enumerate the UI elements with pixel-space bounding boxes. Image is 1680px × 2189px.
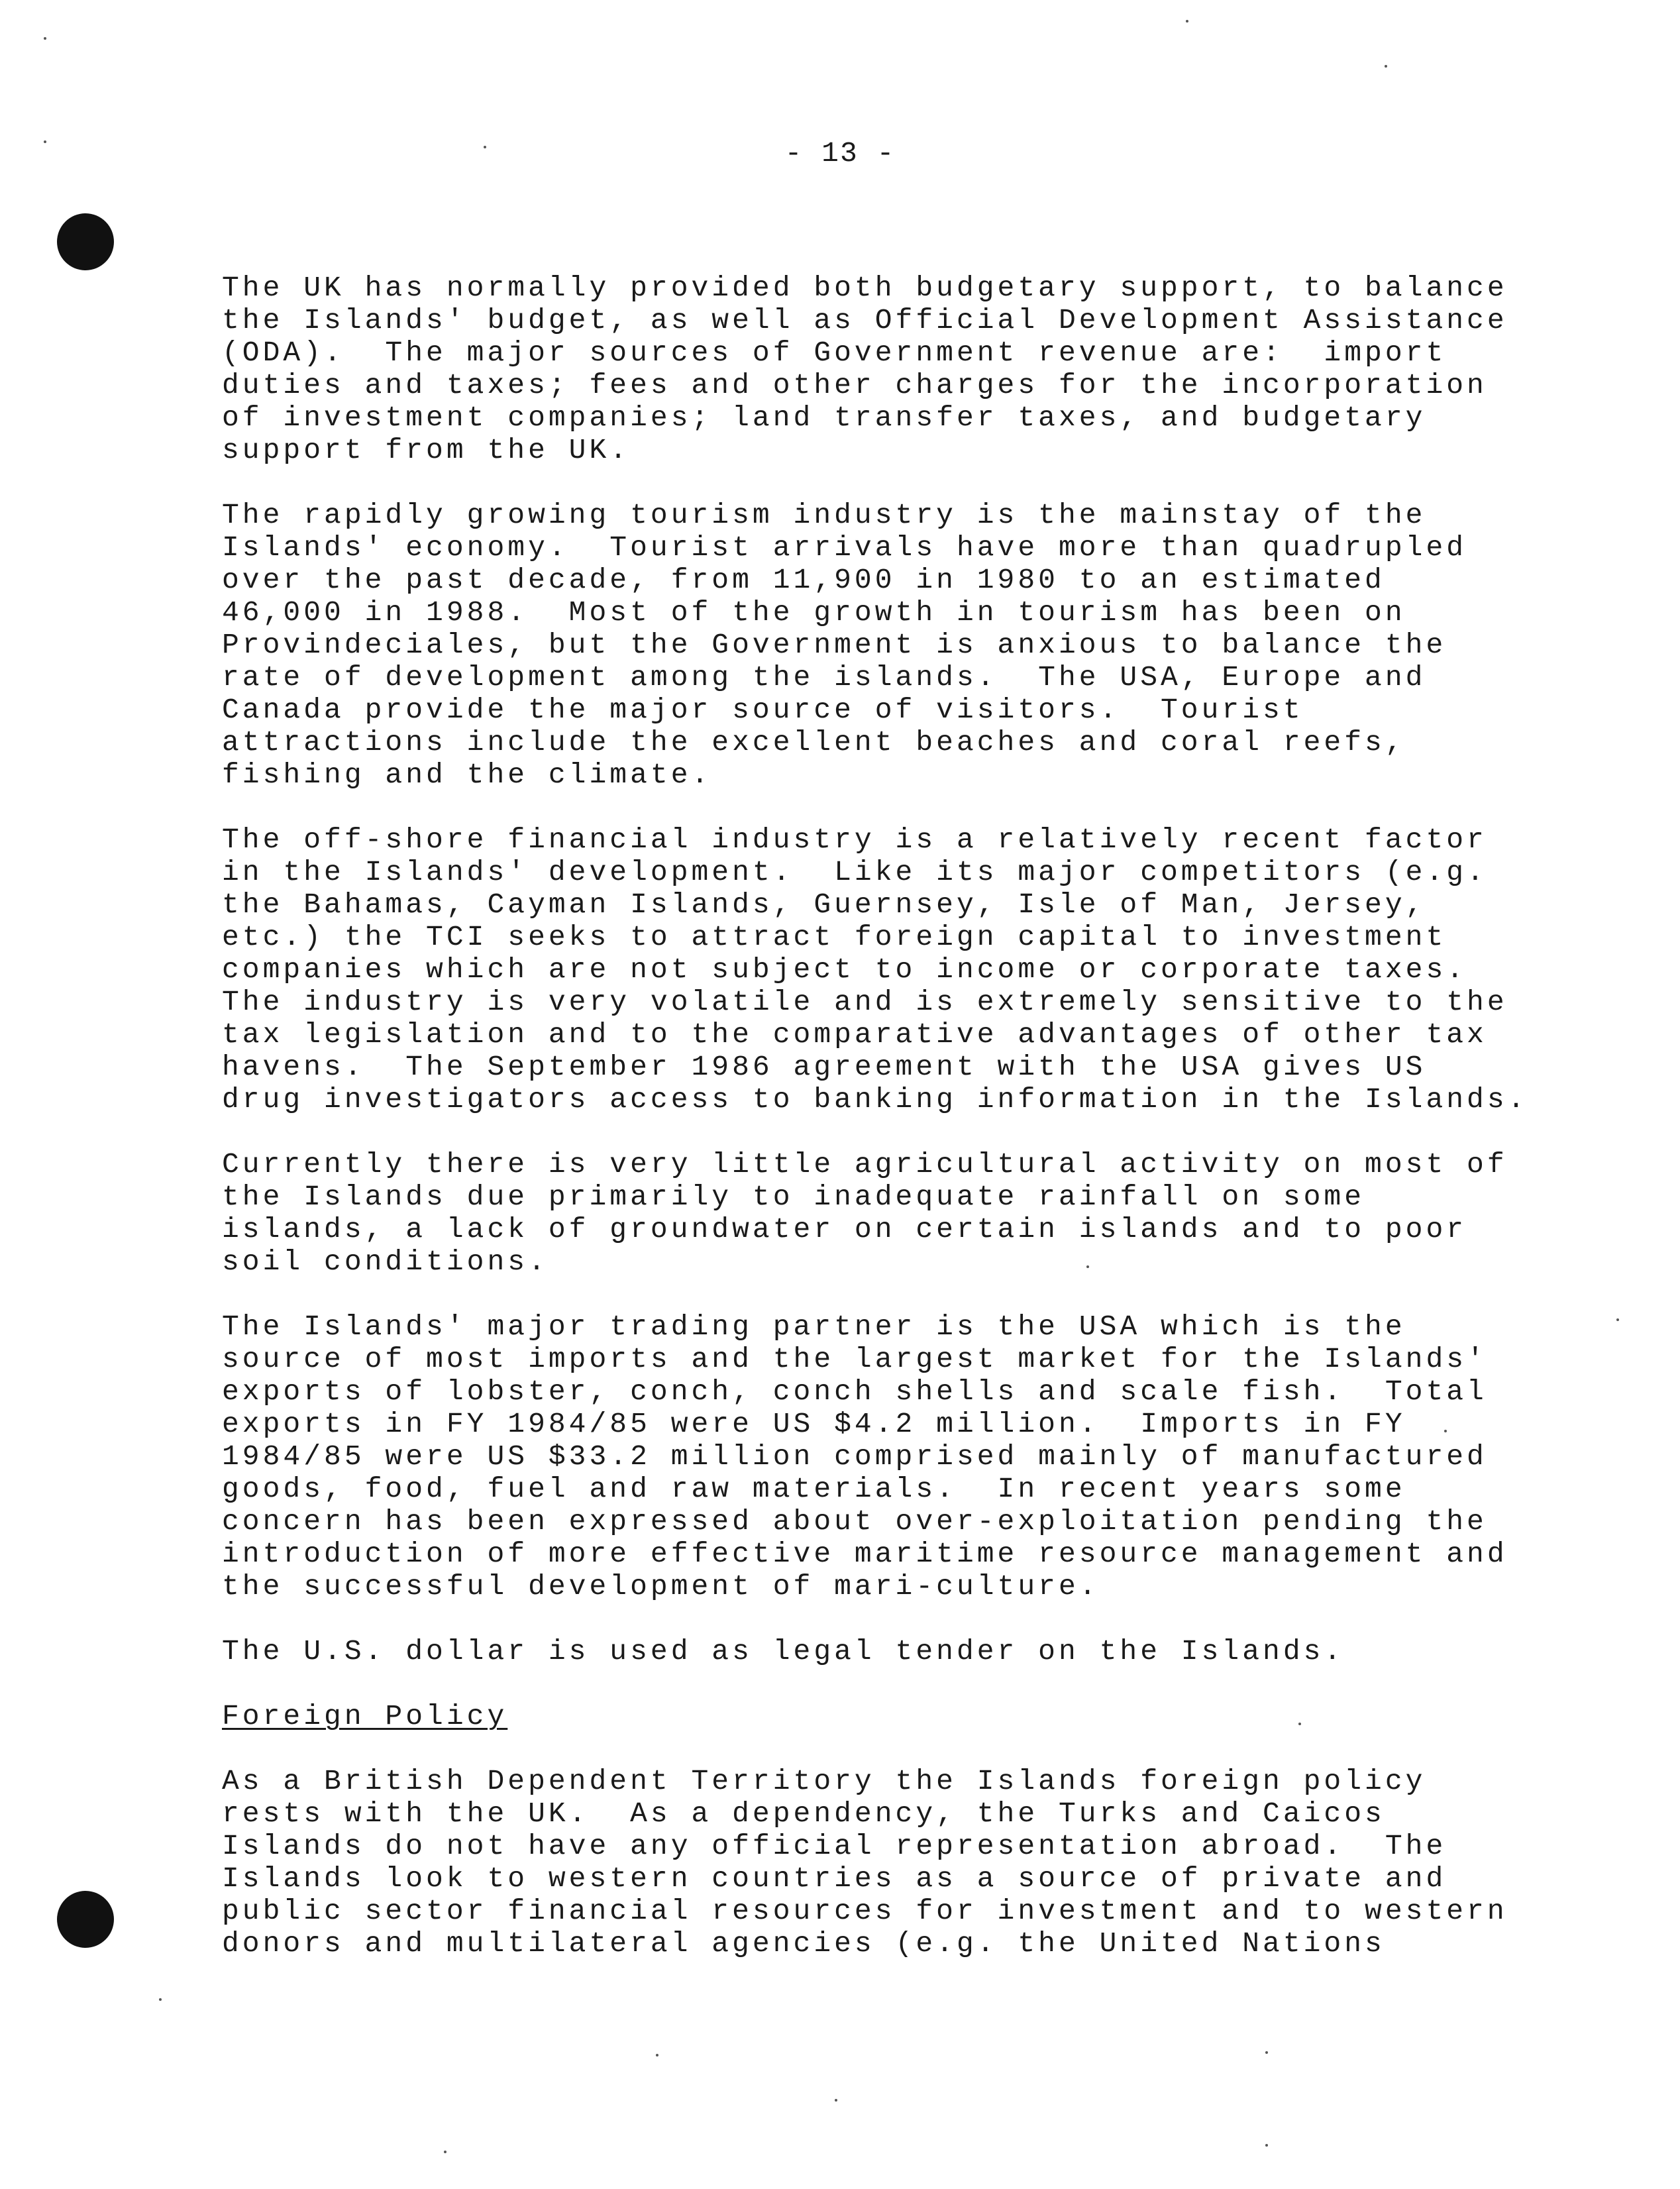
- text-line: companies which are not subject to income or corporate taxes.: [222, 953, 1467, 986]
- text-line: rate of development among the islands. The USA, Europe and: [222, 661, 1426, 694]
- scan-speck: [656, 2054, 658, 2056]
- text-line: in the Islands' development. Like its major competitors (e.g.: [222, 856, 1487, 888]
- text-line: Currently there is very little agricultural activity on most of: [222, 1148, 1508, 1181]
- text-line: the successful development of mari-culture.: [222, 1570, 1100, 1603]
- text-line: The industry is very volatile and is extremely sensitive to the: [222, 986, 1508, 1018]
- text-line: over the past decade, from 11,900 in 1980 to an estimated: [222, 564, 1385, 596]
- paragraph-trade: [222, 1310, 1547, 1603]
- text-line: soil conditions.: [222, 1246, 549, 1278]
- text-line: 46,000 in 1988. Most of the growth in tourism has been on: [222, 596, 1406, 629]
- text-line: havens. The September 1986 agreement with the USA gives US: [222, 1051, 1426, 1083]
- text-line: rests with the UK. As a dependency, the Turks and Caicos: [222, 1797, 1385, 1830]
- text-line: fishing and the climate.: [222, 759, 712, 791]
- text-line: Islands do not have any official representation abroad. The: [222, 1830, 1447, 1862]
- text-line: As a British Dependent Territory the Islands foreign policy: [222, 1765, 1426, 1797]
- text-line: tax legislation and to the comparative advantages of other tax: [222, 1018, 1487, 1051]
- punch-hole-bottom: [57, 1891, 114, 1948]
- text-line: the Islands due primarily to inadequate rainfall on some: [222, 1181, 1365, 1213]
- text-line: concern has been expressed about over-exploitation pending the: [222, 1505, 1487, 1538]
- text-line: The UK has normally provided both budgetary support, to balance: [222, 272, 1508, 304]
- text-line: exports in FY 1984/85 were US $4.2 million. Imports in FY: [222, 1408, 1406, 1440]
- text-line: The rapidly growing tourism industry is the mainstay of the: [222, 499, 1426, 531]
- section-heading-foreign-policy: [222, 1700, 1547, 1733]
- paragraph-agriculture: [222, 1148, 1547, 1278]
- text-line: goods, food, fuel and raw materials. In recent years some: [222, 1473, 1406, 1505]
- text-line: The U.S. dollar is used as legal tender on the Islands.: [222, 1635, 1345, 1668]
- paragraph-foreign-policy: [222, 1765, 1547, 1960]
- text-line: The off-shore financial industry is a relatively recent factor: [222, 824, 1487, 856]
- paragraph-tourism: [222, 499, 1547, 791]
- scan-speck: [1186, 20, 1188, 23]
- section-heading-text: Foreign Policy: [222, 1700, 508, 1733]
- document-body: [222, 272, 1547, 1992]
- text-line: introduction of more effective maritime resource management and: [222, 1538, 1508, 1570]
- paragraph-budget: [222, 272, 1547, 466]
- text-line: the Bahamas, Cayman Islands, Guernsey, Isle of Man, Jersey,: [222, 888, 1426, 921]
- text-line: Islands look to western countries as a source of private and: [222, 1862, 1447, 1895]
- scan-speck: [1265, 2144, 1268, 2147]
- scan-speck: [1616, 1318, 1619, 1321]
- scan-speck: [159, 1998, 162, 2001]
- text-line: attractions include the excellent beaches and coral reefs,: [222, 726, 1406, 759]
- scan-speck: [44, 37, 46, 40]
- text-line: islands, a lack of groundwater on certain islands and to poor: [222, 1213, 1467, 1246]
- paragraph-offshore-finance: [222, 824, 1547, 1116]
- text-line: drug investigators access to banking information in the Islands.: [222, 1083, 1528, 1116]
- text-line: Canada provide the major source of visitors. Tourist: [222, 694, 1304, 726]
- scan-speck: [1385, 65, 1387, 68]
- scan-speck: [835, 2099, 837, 2102]
- punch-hole-top: [57, 213, 114, 270]
- text-line: support from the UK.: [222, 434, 631, 466]
- text-line: etc.) the TCI seeks to attract foreign capital to investment: [222, 921, 1447, 953]
- text-line: The Islands' major trading partner is the USA which is the: [222, 1310, 1406, 1343]
- text-line: exports of lobster, conch, conch shells and scale fish. Total: [222, 1375, 1487, 1408]
- text-line: public sector financial resources for investment and to western: [222, 1895, 1508, 1927]
- scan-speck: [444, 2151, 446, 2153]
- text-line: source of most imports and the largest market for the Islands': [222, 1343, 1487, 1375]
- text-line: donors and multilateral agencies (e.g. the United Nations: [222, 1927, 1385, 1960]
- page-number: - 13 -: [784, 137, 896, 170]
- text-line: Islands' economy. Tourist arrivals have more than quadrupled: [222, 531, 1467, 564]
- text-line: the Islands' budget, as well as Official Development Assistance: [222, 304, 1508, 337]
- text-line: duties and taxes; fees and other charges for the incorporation: [222, 369, 1487, 401]
- text-line: (ODA). The major sources of Government revenue are: import: [222, 337, 1447, 369]
- scan-speck: [1265, 2051, 1268, 2054]
- paragraph-currency: [222, 1635, 1547, 1668]
- text-line: Provindeciales, but the Government is anxious to balance the: [222, 629, 1447, 661]
- text-line: of investment companies; land transfer taxes, and budgetary: [222, 401, 1426, 434]
- text-line: 1984/85 were US $33.2 million comprised mainly of manufactured: [222, 1440, 1487, 1473]
